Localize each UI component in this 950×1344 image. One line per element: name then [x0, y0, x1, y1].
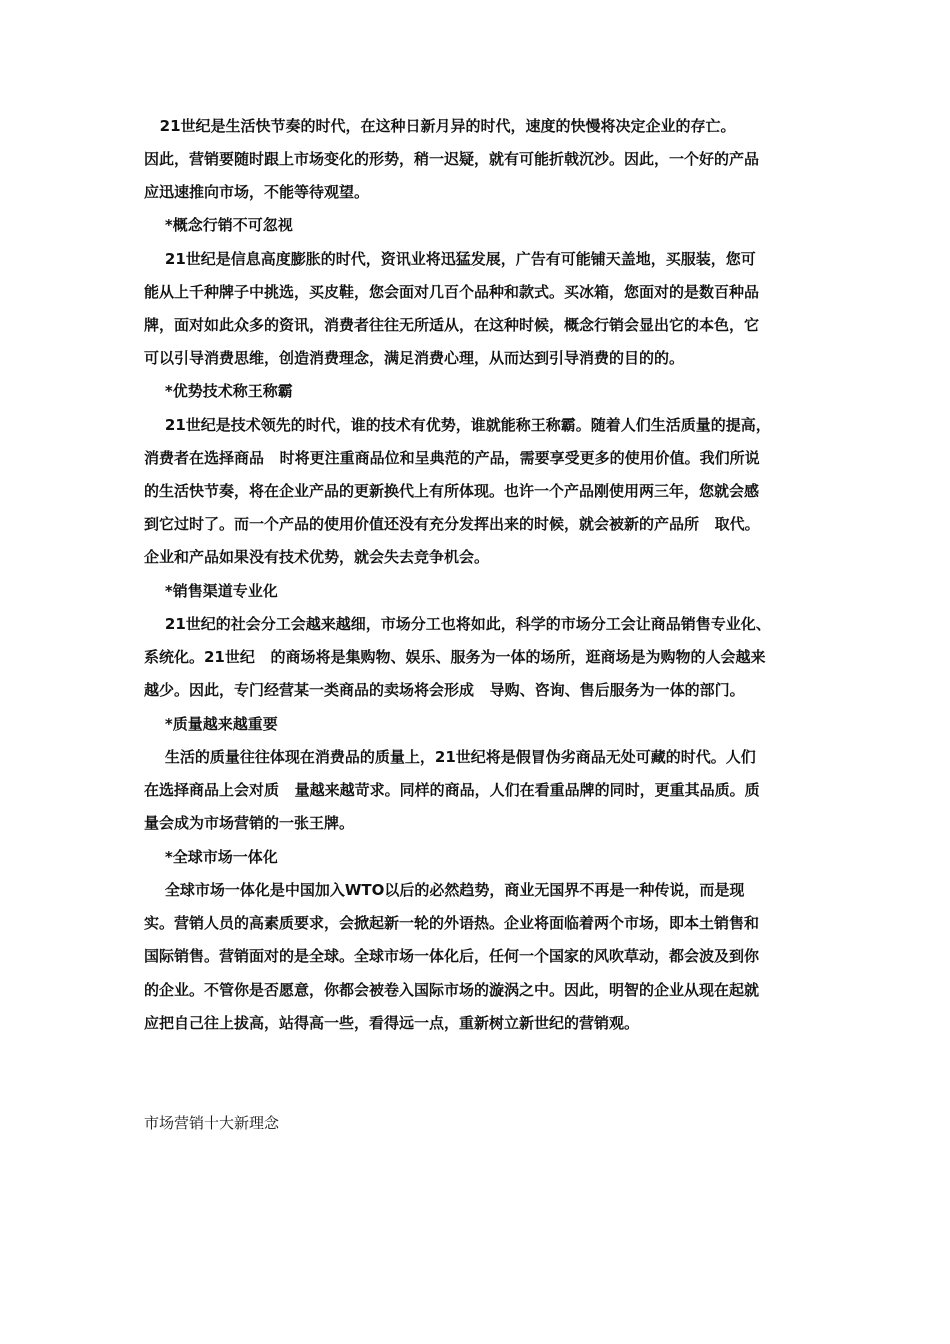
section-heading: *概念行销不可忽视 — [144, 216, 293, 234]
body-line: 应迅速推向市场，不能等待观望。 — [144, 183, 370, 201]
section-heading: *优势技术称王称霸 — [144, 382, 293, 400]
body-line: 在选择商品上会对质 量越来越苛求。同样的商品，人们在看重品牌的同时，更重其品质。质 — [144, 781, 760, 799]
body-line: 的生活快节奏，将在企业产品的更新换代上有所体现。也许一个产品刚使用两三年，您就会感 — [144, 482, 760, 500]
body-line: 企业和产品如果没有技术优势，就会失去竞争机会。 — [144, 548, 490, 566]
body-line: 实。营销人员的高素质要求，会掀起新一轮的外语热。企业将面临着两个市场，即本土销售和 — [144, 914, 760, 932]
body-line: 因此，营销要随时跟上市场变化的形势，稍一迟疑，就有可能折戟沉沙。因此，一个好的产品 — [144, 150, 760, 168]
body-line: 应把自己往上拔高，站得高一些，看得远一点，重新树立新世纪的营销观。 — [144, 1014, 640, 1032]
body-line: 能从上千种牌子中挑选，买皮鞋，您会面对几百个品种和款式。买冰箱，您面对的是数百种品 — [144, 283, 760, 301]
body-line: 量会成为市场营销的一张王牌。 — [144, 814, 355, 832]
body-line: 消费者在选择商品 时将更注重商品位和呈典范的产品，需要享受更多的使用价值。我们所说 — [144, 449, 760, 467]
section-heading: *销售渠道专业化 — [144, 582, 278, 600]
section-heading: *全球市场一体化 — [144, 848, 278, 866]
body-line: 越少。因此，专门经营某一类商品的卖场将会形成 导购、咨询、售后服务为一体的部门。 — [144, 681, 745, 699]
body-line: 国际销售。营销面对的是全球。全球市场一体化后，任何一个国家的风吹草动，都会波及到你 — [144, 947, 760, 965]
body-line: 到它过时了。而一个产品的使用价值还没有充分发挥出来的时候，就会被新的产品所 取代。 — [144, 515, 760, 533]
body-line: 系统化。21世纪 的商场将是集购物、娱乐、服务为一体的场所，逛商场是为购物的人会越来 — [144, 648, 766, 666]
body-line: 21世纪是技术领先的时代，谁的技术有优势，谁就能称王称霸。随着人们生活质量的提高， — [144, 416, 771, 434]
body-line: 可以引导消费思维，创造消费理念，满足消费心理，从而达到引导消费的目的的。 — [144, 349, 685, 367]
footer-title: 市场营销十大新理念 — [144, 1114, 280, 1132]
body-line: 牌，面对如此众多的资讯，消费者往往无所适从，在这种时候，概念行销会显出它的本色，它 — [144, 316, 760, 334]
body-line: 全球市场一体化是中国加入WTO以后的必然趋势，商业无国界不再是一种传说，而是现 — [144, 881, 745, 899]
body-line: 21世纪的社会分工会越来越细，市场分工也将如此，科学的市场分工会让商品销售专业化、 — [144, 615, 771, 633]
body-line: 21世纪是信息高度膨胀的时代，资讯业将迅猛发展，广告有可能铺天盖地，买服装，您可 — [144, 250, 756, 268]
body-line: 生活的质量往往体现在消费品的质量上，21世纪将是假冒伪劣商品无处可藏的时代。人们 — [144, 748, 756, 766]
section-heading: *质量越来越重要 — [144, 715, 278, 733]
body-line: 的企业。不管你是否愿意，你都会被卷入国际市场的漩涡之中。因此，明智的企业从现在起就 — [144, 981, 760, 999]
body-line: 21世纪是生活快节奏的时代，在这种日新月异的时代，速度的快慢将决定企业的存亡。 — [144, 117, 736, 135]
